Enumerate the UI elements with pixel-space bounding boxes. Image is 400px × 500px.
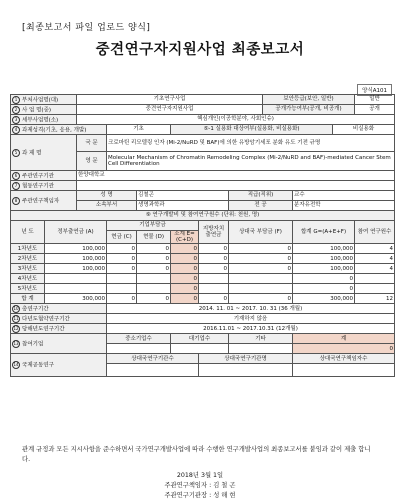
row-total-period: 10 총연구기간 2014. 11. 01 ~ 2017. 10. 31 (36 개월) <box>11 304 395 314</box>
budget-inkind: 0 <box>137 294 171 304</box>
budget-total: 100,000 <box>293 264 355 274</box>
large-count-label: 대기업수 <box>171 334 229 344</box>
budget-row <box>11 274 395 284</box>
col-gov: 정부출연금 (A) <box>45 221 107 244</box>
current-period-label: 당해년도연구기간 <box>22 326 65 333</box>
budget-people: 4 <box>355 244 395 254</box>
budget-row <box>11 284 395 294</box>
row-current-period: 12 당해년도연구기간 2016.11.01 ~ 2017.10.31 (12개월) <box>11 324 395 334</box>
pi-position-value: 교수 <box>293 191 395 201</box>
head-signature: 주관연구기관장 : 성 해 현 <box>164 492 236 499</box>
disclosure-value: 공개 <box>355 105 395 115</box>
companies-total-value: 0 <box>293 344 395 354</box>
pi-name-label: 성 명 <box>77 191 137 201</box>
commercialization-label: ⑤-1 실용화 대상여부(실용화, 비실용화) <box>171 125 333 135</box>
budget-other: 0 <box>229 264 293 274</box>
project-type-value: 기초 <box>107 125 171 135</box>
budget-row <box>11 264 395 274</box>
row-intl-head: 14 국제공동연구 상대국연구기관수 상대국연구기관명 상대국연구책임자수 <box>11 354 395 364</box>
col-cash: 현금 (C) <box>107 231 137 244</box>
detail-program-label: 세부사업명(소) <box>22 117 59 123</box>
security-level-label: 보안등급(보안, 일반) <box>263 95 355 105</box>
row-ministry-program: 1 부처사업명(대) 기초연구사업 보안등급(보안, 일반) 일반 <box>11 95 395 105</box>
companies-label: 참여기업 <box>22 341 44 348</box>
row-lead-institution: 6 주관연구기관 한양대학교 <box>11 171 395 181</box>
row-coop-institution: 7 협동연구기관 <box>11 181 395 191</box>
report-table <box>10 94 395 377</box>
budget-row <box>11 294 395 304</box>
budget-local: 0 <box>199 294 229 304</box>
report-title: 중견연구자지원사업 최종보고서 <box>95 42 305 58</box>
budget-gov: 100,000 <box>45 244 107 254</box>
col-local: 지방자치 출연금 <box>199 221 229 244</box>
row-project-title-kor: 5 과 제 명 국 문 크로마틴 리모델링 인자 (Mi-2/NuRD 및 BAF)에 의한 유방암기세포 분화 유도 기전 규명 <box>11 135 395 152</box>
lead-institution-label: 주관연구기관 <box>22 173 54 179</box>
budget-subtotal: 0 <box>171 274 199 284</box>
pi-signature: 주관연구책임자 : 김 철 곤 <box>164 482 236 489</box>
english-label: 영 문 <box>77 152 107 171</box>
budget-people: 12 <box>355 294 395 304</box>
upload-format-heading: [최종보고서 파일 업로드 양식] <box>22 23 151 33</box>
report-form <box>10 84 394 377</box>
col-other: 상대국 부담금 (F) <box>229 221 293 244</box>
sme-count-label: 중소기업수 <box>107 334 171 344</box>
col-private: 기업부담금 <box>107 221 199 231</box>
disclosure-label: 공개가능여부(공개, 비공개) <box>263 105 355 115</box>
budget-inkind: 0 <box>137 254 171 264</box>
budget-year: 5차년도 <box>11 284 45 294</box>
budget-subtotal: 0 <box>171 294 199 304</box>
submission-statement: 관계 규정과 모든 지시사항을 준수하면서 국가연구개발사업에 따라 수행한 연구개발사업의 최종보고서를 붙임과 같이 제출 합니다. <box>22 446 371 463</box>
budget-year: 4차년도 <box>11 274 45 284</box>
budget-year: 1차년도 <box>11 244 45 254</box>
security-level-value: 일반 <box>355 95 395 105</box>
companies-total-label: 계 <box>293 334 395 344</box>
budget-row <box>11 244 395 254</box>
current-period-value: 2016.11.01 ~ 2017.10.31 (12개월) <box>107 324 395 334</box>
budget-cash: 0 <box>107 244 137 254</box>
row-pi-name: 8 주관연구책임자 성 명 김철곤 직급(직위) 교수 <box>11 191 395 201</box>
budget-gov: 300,000 <box>45 294 107 304</box>
budget-people: 4 <box>355 254 395 264</box>
budget-subtotal: 0 <box>171 244 199 254</box>
budget-gov: 100,000 <box>45 254 107 264</box>
budget-cash: 0 <box>107 294 137 304</box>
budget-subtotal: 0 <box>171 264 199 274</box>
budget-total: 0 <box>293 274 355 284</box>
row-budget-head-1 <box>11 221 395 231</box>
row-project-type: 4 과제성격(기초, 응용, 개발) 기초 ⑤-1 실용화 대상여부(실용화, 비실용화) 비실용화 <box>11 125 395 135</box>
row-detail-program: 3 세부사업명(소) 핵심개인(이공학분야, 사회인슈) <box>11 115 395 125</box>
budget-local <box>199 284 229 294</box>
col-inkind: 현물 (D) <box>137 231 171 244</box>
pi-position-label: 직급(직위) <box>229 191 293 201</box>
budget-people: 4 <box>355 264 395 274</box>
budget-other <box>229 284 293 294</box>
col-people: 참여 연구원수 <box>355 221 395 244</box>
budget-other: 0 <box>229 244 293 254</box>
budget-inkind <box>137 284 171 294</box>
pi-major-value: 분자유전학 <box>293 201 395 211</box>
budget-gov: 100,000 <box>45 264 107 274</box>
budget-cash: 0 <box>107 264 137 274</box>
intl-inst-count-label: 상대국연구기관수 <box>107 354 199 364</box>
budget-year: 2차년도 <box>11 254 45 264</box>
budget-other <box>229 274 293 284</box>
budget-year: 합 계 <box>11 294 45 304</box>
budget-other: 0 <box>229 294 293 304</box>
budget-total: 100,000 <box>293 254 355 264</box>
program-name-value: 중견연구자지원사업 <box>77 105 263 115</box>
total-period-value: 2014. 11. 01 ~ 2017. 10. 31 (36 개월) <box>107 304 395 314</box>
budget-year: 3차년도 <box>11 264 45 274</box>
intl-label: 국제공동연구 <box>22 362 54 369</box>
multiyear-period-value: 기재하지 않음 <box>107 314 395 324</box>
budget-total: 100,000 <box>293 244 355 254</box>
budget-gov <box>45 274 107 284</box>
budget-local: 0 <box>199 254 229 264</box>
detail-program-value: 핵심개인(이공학분야, 사회인슈) <box>77 115 395 125</box>
lead-institution-value: 한양대학교 <box>77 171 395 181</box>
row-multiyear-period: 11 다년도협약연구기간 기재하지 않음 <box>11 314 395 324</box>
budget-cash <box>107 284 137 294</box>
submission-date: 2018년 3월 1일 <box>176 472 224 479</box>
ministry-program-label: 부처사업명(대) <box>22 97 59 103</box>
coop-institution-value <box>77 181 395 191</box>
form-number: 양식A101 <box>357 84 392 96</box>
budget-local <box>199 274 229 284</box>
korean-title-value: 크로마틴 리모델링 인자 (Mi-2/NuRD 및 BAF)에 의한 유방암기세포 분화 유도 기전 규명 <box>107 135 395 152</box>
budget-gov <box>45 284 107 294</box>
other-count-label: 기타 <box>229 334 293 344</box>
budget-inkind <box>137 274 171 284</box>
intl-inst-name-label: 상대국연구기관명 <box>199 354 293 364</box>
pi-label: 주관연구책임자 <box>22 198 60 204</box>
pi-name-value: 김철곤 <box>137 191 229 201</box>
budget-rows <box>11 244 395 304</box>
budget-people <box>355 274 395 284</box>
budget-section-title: ⑨ 연구개발비 및 참여연구원수 (단위: 천원, 명) <box>11 211 395 221</box>
budget-people <box>355 284 395 294</box>
budget-cash <box>107 274 137 284</box>
row-budget-title <box>11 211 395 221</box>
project-type-label: 과제성격(기초, 응용, 개발) <box>22 127 87 133</box>
program-name-label: 사 업 명(중) <box>22 107 52 113</box>
budget-row <box>11 254 395 264</box>
korean-label: 국 문 <box>77 135 107 152</box>
english-title-value: Molecular Mechanism of Chromatin Remodeling Complex (Mi-2/NuRD and BAF)-mediated Cancer Stem Cell Differentiation <box>107 152 395 171</box>
project-title-label: 과 제 명 <box>22 150 42 156</box>
budget-local: 0 <box>199 264 229 274</box>
pi-dept-value: 생명과학과 <box>137 201 229 211</box>
budget-inkind: 0 <box>137 264 171 274</box>
coop-institution-label: 협동연구기관 <box>22 183 54 189</box>
budget-total: 300,000 <box>293 294 355 304</box>
commercialization-value: 비실용화 <box>333 125 395 135</box>
row-companies-head: 13 참여기업 중소기업수 대기업수 기타 계 <box>11 334 395 344</box>
col-year: 년 도 <box>11 221 45 244</box>
budget-local: 0 <box>199 244 229 254</box>
multiyear-period-label: 다년도협약연구기간 <box>22 316 70 323</box>
intl-pi-count-label: 상대국연구책임자수 <box>293 354 395 364</box>
budget-total: 0 <box>293 284 355 294</box>
pi-major-label: 전 공 <box>229 201 293 211</box>
budget-other: 0 <box>229 254 293 264</box>
budget-cash: 0 <box>107 254 137 264</box>
total-period-label: 총연구기간 <box>22 306 49 313</box>
col-subtotal: 소계 E=(C+D) <box>171 231 199 244</box>
budget-subtotal: 0 <box>171 254 199 264</box>
row-program-name: 2 사 업 명(중) 중견연구자지원사업 공개가능여부(공개, 비공개) 공개 <box>11 105 395 115</box>
col-total: 합계 G=(A+E+F) <box>293 221 355 244</box>
budget-inkind: 0 <box>137 244 171 254</box>
ministry-program-value: 기초연구사업 <box>77 95 263 105</box>
budget-subtotal: 0 <box>171 284 199 294</box>
pi-dept-label: 소속부서 <box>77 201 137 211</box>
